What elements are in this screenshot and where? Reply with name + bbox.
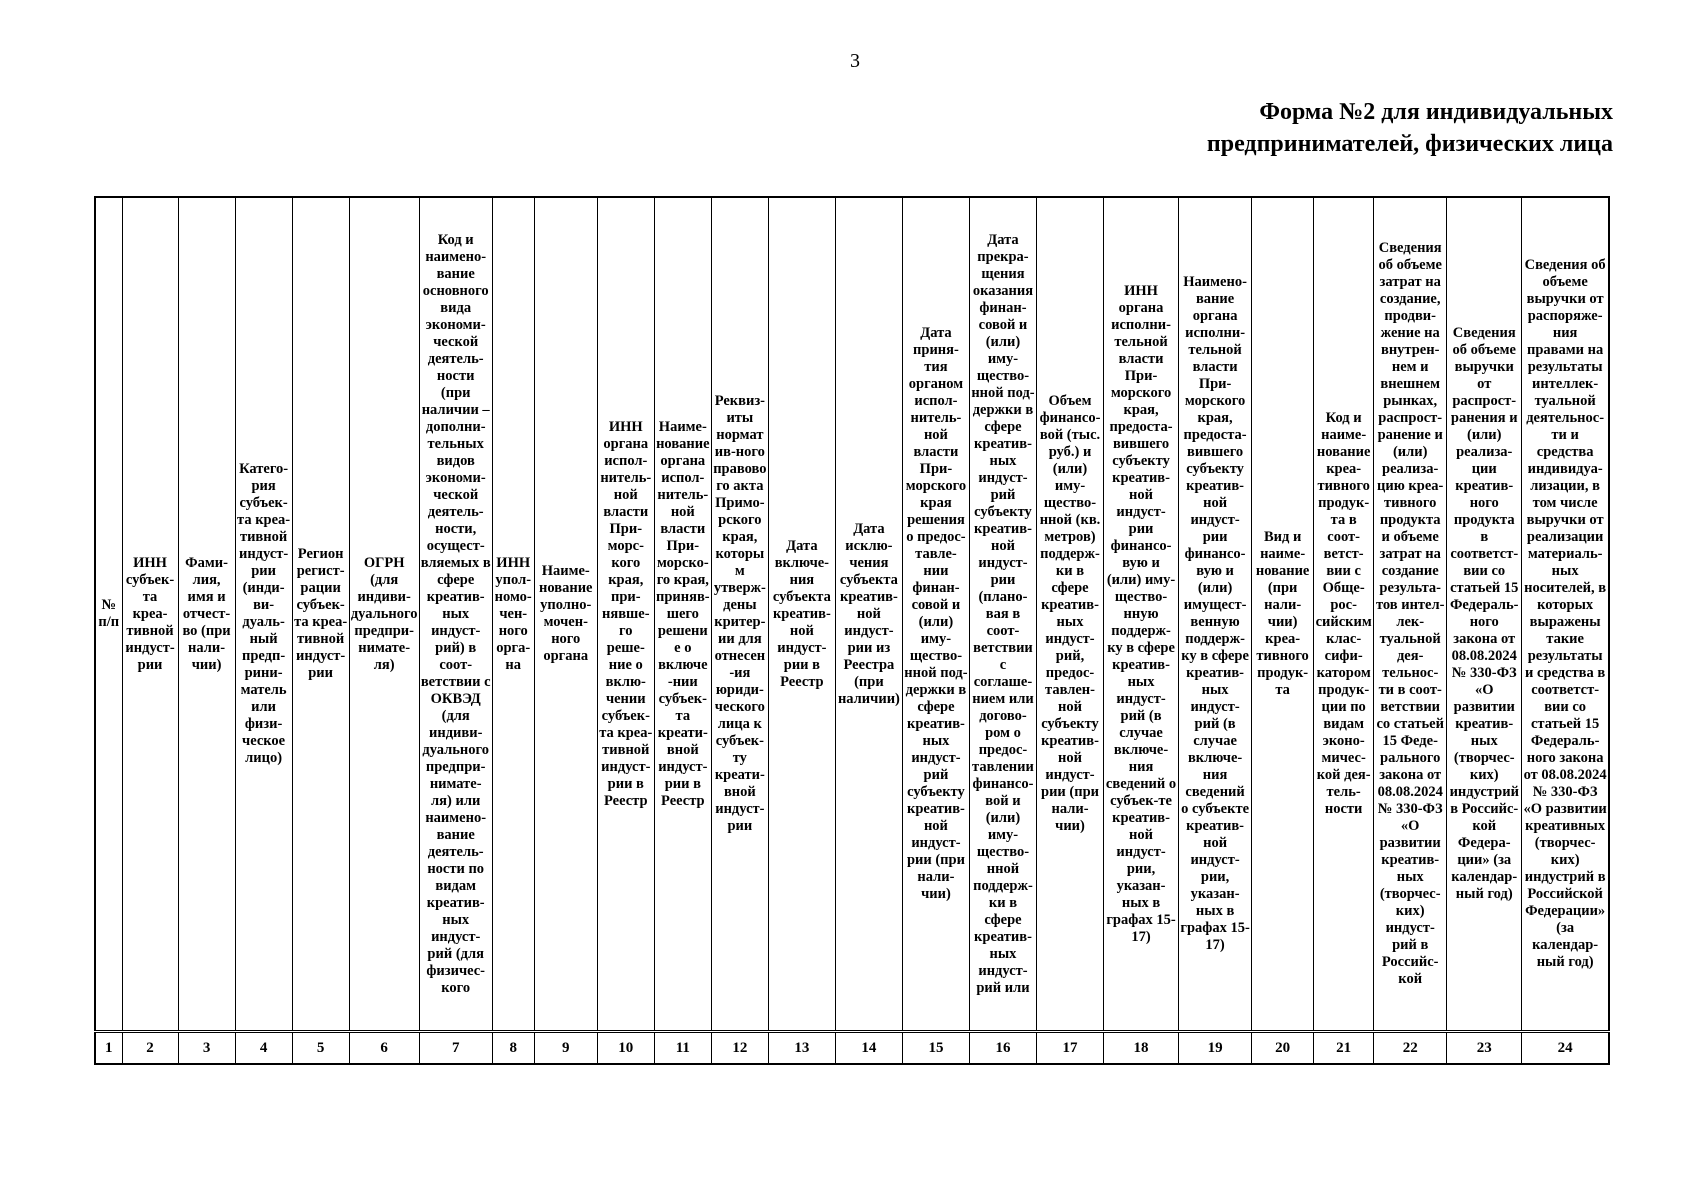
column-header: Реквиз-иты норматив-ного правового акта Примо-рского края, которым утверж-дены критер-ии для отнесен-ия юриди-ческого лица к субъек-ту креати-вной индуст-рии <box>711 197 768 1032</box>
column-header: ОГРН (для индиви-дуального предпри-нимате-ля) <box>349 197 419 1032</box>
column-header: Сведения об объеме выручки от распоряже-ния правами на результаты интеллек-туальной деятельнос-ти и средства индивидуа-лизации, в том числе выручки от реализации материаль-ных носителей, в которых выражены такие результаты и средства в соответст-вии со статьей 15 Федераль-ного закона от 08.08.2024 № 330-ФЗ «О развитии креативных (творчес-ких) индустрий в Российской Федерации» (за календар-ный год) <box>1522 197 1609 1032</box>
column-header: Объем финансо-вой (тыс. руб.) и (или) иму-щество-нной (кв. метров) поддерж-ки в сфере креатив-ных индуст-рий, предос-тавлен-ной субъекту креатив-ной индуст-рии (при нали-чии) <box>1036 197 1103 1032</box>
column-number: 22 <box>1374 1032 1447 1065</box>
column-number: 6 <box>349 1032 419 1065</box>
column-number: 21 <box>1314 1032 1374 1065</box>
column-number: 14 <box>835 1032 902 1065</box>
column-number: 17 <box>1036 1032 1103 1065</box>
column-header: Регион регист-рации субъек-та креа-тивной индуст-рии <box>292 197 349 1032</box>
column-header: ИНН упол-номо-чен-ного орга-на <box>492 197 534 1032</box>
column-number: 9 <box>534 1032 597 1065</box>
form-title-line-1: Форма №2 для индивидуальных <box>1259 99 1613 125</box>
column-header: ИНН субъек-та креа-тивной индуст-рии <box>122 197 178 1032</box>
column-header: Код и наимено-вание основного вида экономи-ческой деятель-ности (при наличии – дополни-тельных видов экономи-ческой деятель-ности, осущест-вляемых в сфере креатив-ных индуст-рий) в соот-ветствии с ОКВЭД (для индиви-дуального предпри-нимате-ля) или наимено-вание деятель-ности по видам креатив-ных индуст-рий (для физичес-кого <box>419 197 492 1032</box>
column-number: 23 <box>1447 1032 1522 1065</box>
form-title <box>1207 96 1613 160</box>
column-number: 15 <box>902 1032 969 1065</box>
column-number: 12 <box>711 1032 768 1065</box>
column-number: 4 <box>235 1032 292 1065</box>
column-number: 24 <box>1522 1032 1609 1065</box>
page-number: 3 <box>850 50 860 72</box>
column-header: Дата приня-тия органом испол-нитель-ной власти При-морского края решения о предос-тавле-нии финан-совой и (или) иму-щество-нной под-держки в сфере креатив-ных индуст-рий субъекту креатив-ной индуст-рии (при нали-чии) <box>902 197 969 1032</box>
column-header: Код и наиме-нование креа-тивного продук-та в соот-ветст-вии с Обще-рос-сийским клас-сифи-катором продук-ции по видам эконо-мичес-кой дея-тель-ности <box>1314 197 1374 1032</box>
column-number: 3 <box>178 1032 235 1065</box>
column-header: № п/п <box>95 197 122 1032</box>
column-header: Дата включе-ния субъекта креатив-ной индуст-рии в Реестр <box>768 197 835 1032</box>
column-number: 11 <box>654 1032 711 1065</box>
column-number-row <box>95 1032 1609 1065</box>
column-header: Наиме-нование уполно-мочен-ного органа <box>534 197 597 1032</box>
column-header: Наиме-нование органа испол-нитель-ной власти При-морско-го края, приняв-шего решение о включе-нии субъек-та креати-вной индуст-рии в Реестр <box>654 197 711 1032</box>
column-header: Сведения об объеме выручки от распрост-ранения и (или) реализа-ции креатив-ного продукта в соответст-вии со статьей 15 Федераль-ного закона от 08.08.2024 № 330-ФЗ «О развитии креатив-ных (творчес-ких) индустрий в Российс-кой Федера-ции» (за календар-ный год) <box>1447 197 1522 1032</box>
column-number: 10 <box>597 1032 654 1065</box>
column-number: 1 <box>95 1032 122 1065</box>
column-number: 2 <box>122 1032 178 1065</box>
column-header: Катего-рия субъек-та креа-тивной индуст-рии (инди-ви-дуаль-ный предп-рини-матель или физи-ческое лицо) <box>235 197 292 1032</box>
form-title-line-2: предпринимателей, физических лица <box>1206 131 1613 157</box>
column-number: 13 <box>768 1032 835 1065</box>
column-number: 7 <box>419 1032 492 1065</box>
registry-form-table <box>94 196 1610 1065</box>
column-number: 5 <box>292 1032 349 1065</box>
header-row <box>95 197 1609 1032</box>
column-number: 19 <box>1179 1032 1252 1065</box>
column-header: Дата исклю-чения субъекта креатив-ной индуст-рии из Реестра (при наличии) <box>835 197 902 1032</box>
column-header: Вид и наиме-нование (при нали-чии) креа-тивного продук-та <box>1252 197 1314 1032</box>
column-header: Фами-лия, имя и отчест-во (при нали-чии) <box>178 197 235 1032</box>
column-header: ИНН органа испол-нитель-ной власти При-морс-кого края, при-нявше-го реше-ние о вклю-чении субъек-та креа-тивной индуст-рии в Реестр <box>597 197 654 1032</box>
column-header: Сведения об объеме затрат на создание, продви-жение на внутрен-нем и внешнем рынках, распрост-ранение и (или) реализа-цию креа-тивного продукта и объеме затрат на создание результа-тов интел-лек-туальной дея-тельнос-ти в соот-ветствии со статьей 15 Феде-рального закона от 08.08.2024 № 330-ФЗ «О развитии креатив-ных (творчес-ких) индуст-рий в Российс-кой <box>1374 197 1447 1032</box>
column-number: 18 <box>1104 1032 1179 1065</box>
column-header: Наимено-вание органа исполни-тельной власти При-морского края, предоста-вившего субъекту креатив-ной индуст-рии финансо-вую и (или) имущест-венную поддерж-ку в сфере креатив-ных индуст-рий (в случае включе-ния сведений о субъекте креатив-ной индуст-рии, указан-ных в графах 15-17) <box>1179 197 1252 1032</box>
column-header: Дата прекра-щения оказания финан-совой и (или) иму-щество-нной под-держки в сфере креатив-ных индуст-рий субъекту креатив-ной индуст-рии (плано-вая в соот-ветствии с соглаше-нием или догово-ром о предос-тавлении финансо-вой и (или) иму-щество-нной поддерж-ки в сфере креатив-ных индуст-рий или <box>969 197 1036 1032</box>
column-number: 20 <box>1252 1032 1314 1065</box>
column-number: 16 <box>969 1032 1036 1065</box>
column-number: 8 <box>492 1032 534 1065</box>
column-header: ИНН органа исполни-тельной власти При-морского края, предоста-вившего субъекту креатив-ной индуст-рии финансо-вую и (или) иму-щество-нную поддерж-ку в сфере креатив-ных индуст-рий (в случае включе-ния сведений о субъек-те креатив-ной индуст-рии, указан-ных в графах 15-17) <box>1104 197 1179 1032</box>
